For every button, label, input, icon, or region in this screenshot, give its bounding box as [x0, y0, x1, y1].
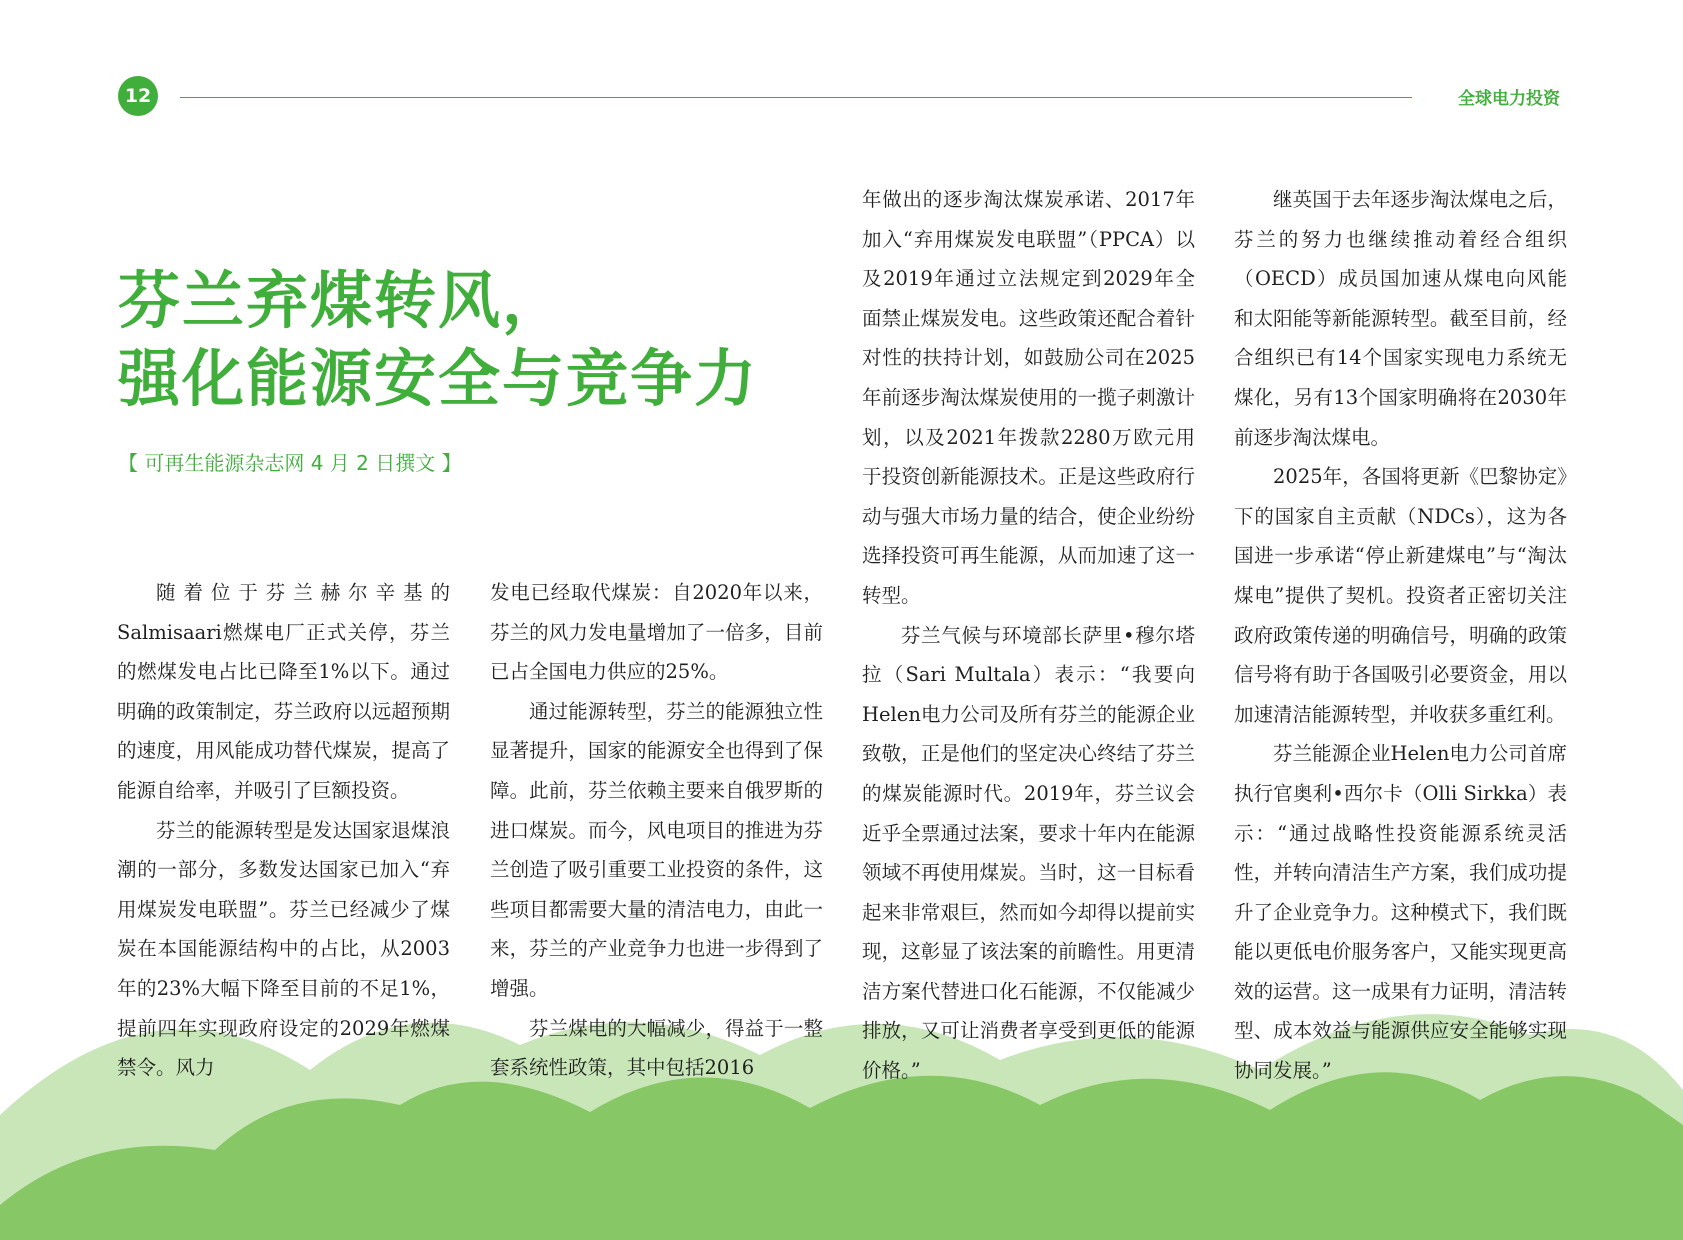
paragraph: 通过能源转型，芬兰的能源独立性显著提升，国家的能源安全也得到了保障。此前，芬兰依赖主要来自俄罗斯的进口煤炭。而今，风电项目的推进为芬兰创造了吸引重要工业投资的条件，这些项目都需要大量的清洁电力，由此一来，芬兰的产业竞争力也进一步得到了增强。	[490, 699, 823, 1000]
text-column-3	[862, 180, 1195, 1091]
text-column-2	[490, 573, 823, 1088]
title-line-2: 强化能源安全与竞争力	[118, 342, 759, 415]
paragraph: 芬兰煤电的大幅减少，得益于一整套系统性政策，其中包括2016	[490, 1016, 823, 1080]
article-source: 【 可再生能源杂志网 4 月 2 日撰文 】	[118, 451, 462, 475]
title-line-1: 芬兰弃煤转风，	[118, 264, 567, 337]
page-number-badge: 12	[118, 76, 158, 116]
paragraph: 芬兰能源企业Helen电力公司首席执行官奥利•西尔卡（Olli Sirkka）表示：“通过战略性投资能源系统灵活性，并转向清洁生产方案，我们成功提升了企业竞争力。这种模式下，我们既能以更低电价服务客户，又能实现更高效的运营。这一成果有力证明，清洁转型、成本效益与能源供应安全能够实现协同发展。”	[1234, 742, 1567, 1083]
paragraph: 年做出的逐步淘汰煤炭承诺、2017年加入“弃用煤炭发电联盟”（PPCA）以及2019年通过立法规定到2029年全面禁止煤炭发电。这些政策还配合着针对性的扶持计划，如鼓励公司在2025年前逐步淘汰煤炭使用的一揽子刺激计划，以及2021年拨款2280万欧元用于投资创新能源技术。正是这些政府行动与强大市场力量的结合，使企业纷纷选择投资可再生能源，从而加速了这一转型。	[862, 188, 1195, 607]
header-rule	[180, 97, 1412, 98]
paragraph: 2025年，各国将更新《巴黎协定》下的国家自主贡献（NDCs），这为各国进一步承诺“停止新建煤电”与“淘汰煤电”提供了契机。投资者正密切关注政府政策传递的明确信号，明确的政策信号将有助于各国吸引必要资金，用以加速清洁能源转型，并收获多重红利。	[1234, 465, 1567, 726]
paragraph: 随着位于芬兰赫尔辛基的Salmisaari燃煤电厂正式关停，芬兰的燃煤发电占比已降至1%以下。通过明确的政策制定，芬兰政府以远超预期的速度，用风能成功替代煤炭，提高了能源自给率，并吸引了巨额投资。	[117, 581, 450, 802]
running-head: 全球电力投资	[1458, 89, 1560, 109]
paragraph: 发电已经取代煤炭：自2020年以来，芬兰的风力发电量增加了一倍多，目前已占全国电力供应的25%。	[490, 581, 823, 684]
paragraph: 芬兰气候与环境部长萨里•穆尔塔拉（Sari Multala）表示：“我要向Helen电力公司及所有芬兰的能源企业致敬，正是他们的坚定决心终结了芬兰的煤炭能源时代。2019年，芬兰议会近乎全票通过法案，要求十年内在能源领域不再使用煤炭。当时，这一目标看起来非常艰巨，然而如今却得以提前实现，这彰显了该法案的前瞻性。用更清洁方案代替进口化石能源，不仅能减少排放，又可让消费者享受到更低的能源价格。”	[862, 623, 1195, 1083]
paragraph: 芬兰的能源转型是发达国家退煤浪潮的一部分，多数发达国家已加入“弃用煤炭发电联盟”。芬兰已经减少了煤炭在本国能源结构中的占比，从2003年的23%大幅下降至目前的不足1%，提前四年实现政府设定的2029年燃煤禁令。风力	[117, 818, 450, 1080]
paragraph: 继英国于去年逐步淘汰煤电之后，芬兰的努力也继续推动着经合组织（OECD）成员国加速从煤电向风能和太阳能等新能源转型。截至目前，经合组织已有14个国家实现电力系统无煤化，另有13个国家明确将在2030年前逐步淘汰煤电。	[1234, 188, 1567, 449]
text-column-1	[117, 573, 450, 1088]
article-title	[118, 262, 758, 418]
text-column-4	[1234, 180, 1567, 1091]
